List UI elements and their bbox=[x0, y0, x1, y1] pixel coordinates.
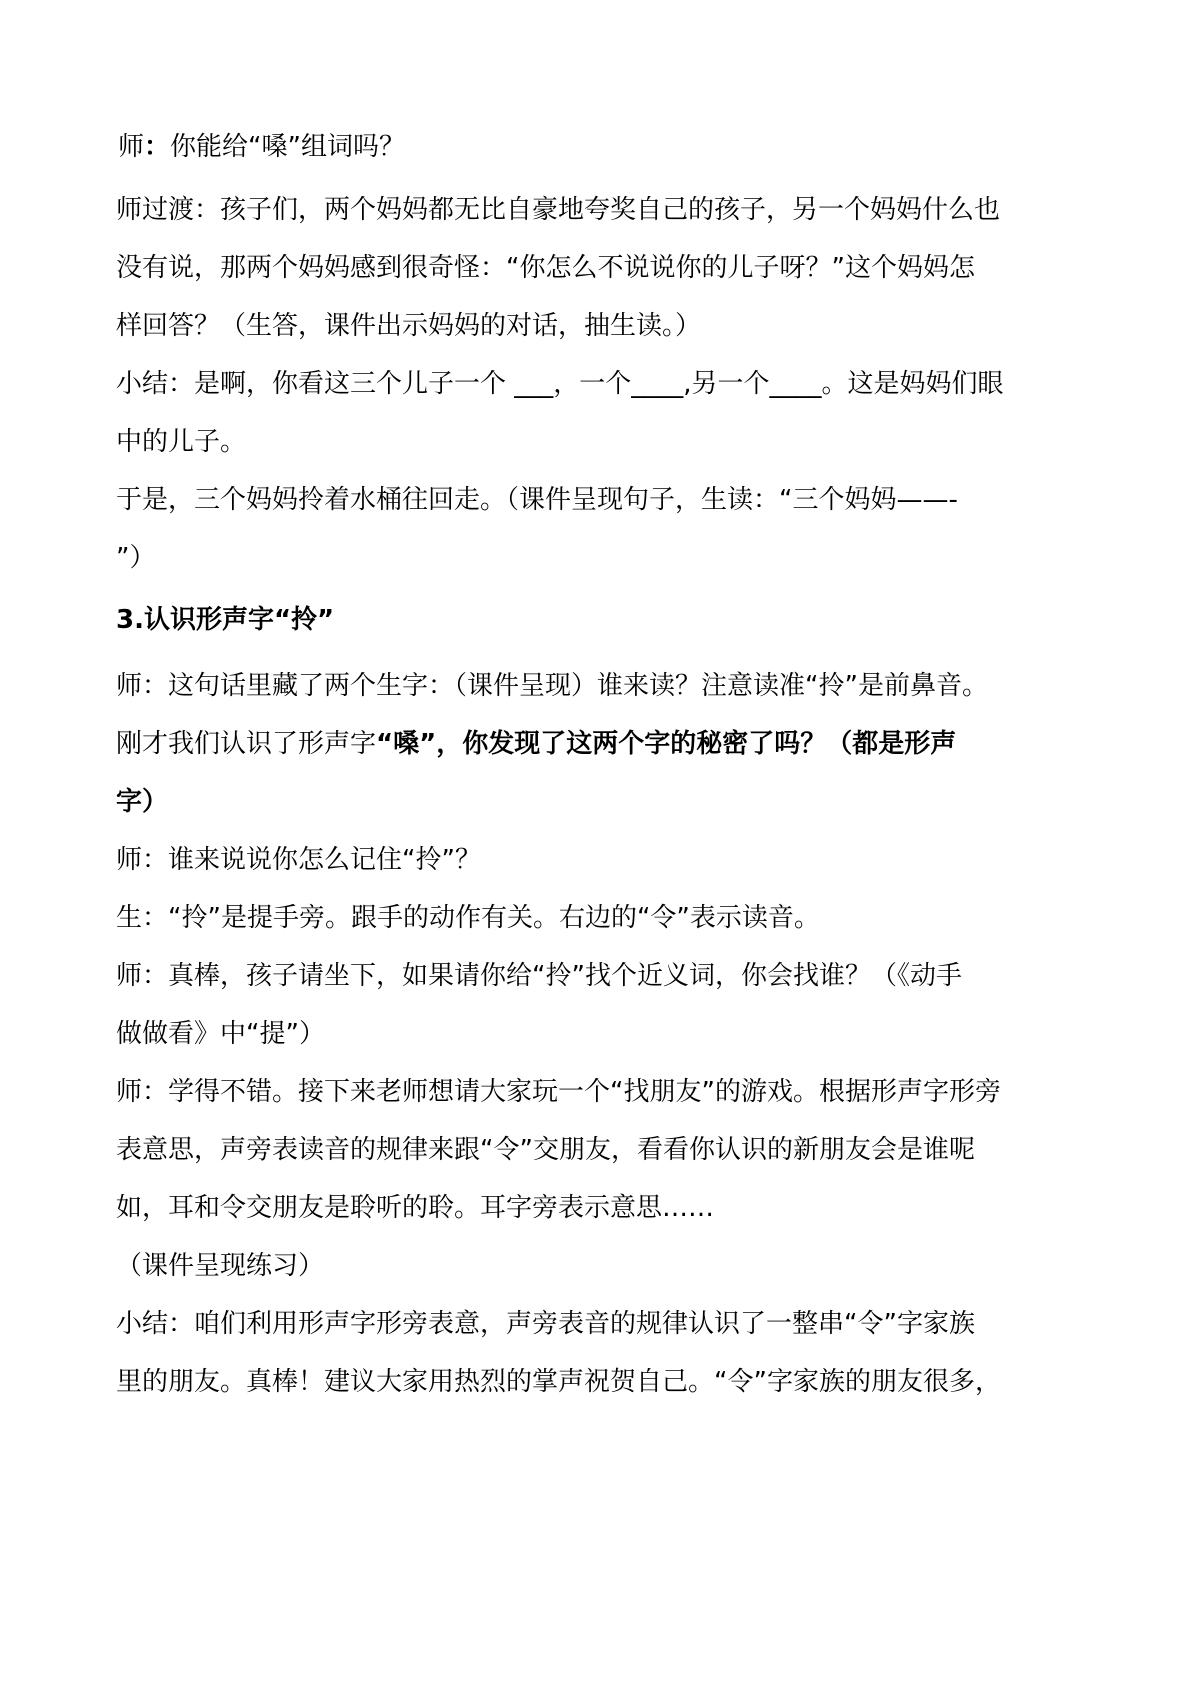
paragraph-line: 做做看》中“提”） bbox=[116, 1019, 325, 1049]
paragraph-line: 字） bbox=[116, 787, 169, 817]
paragraph-line: ”） bbox=[116, 543, 156, 573]
paragraph-line: 里的朋友。真棒！建议大家用热烈的掌声祝贺自己。“令”字家族的朋友很多， bbox=[116, 1367, 1001, 1397]
paragraph-line: 小结：咱们利用形声字形旁表意，声旁表音的规律认识了一整串“令”字家族 bbox=[116, 1309, 975, 1339]
paragraph-line: 如，耳和令交朋友是聆听的聆。耳字旁表示意思…… bbox=[116, 1193, 715, 1223]
paragraph-line: 师：谁来说说你怎么记住“拎”？ bbox=[116, 845, 481, 875]
colon-bold: ： bbox=[144, 132, 171, 162]
paragraph-line bbox=[118, 130, 405, 164]
line-text: 你能给“嗓”组词吗？ bbox=[170, 132, 405, 162]
speaker-label: 师 bbox=[118, 132, 145, 162]
paragraph-line: 表意思，声旁表读音的规律来跟“令”交朋友，看看你认识的新朋友会是谁呢 bbox=[116, 1135, 975, 1165]
paragraph-line: 师：真棒，孩子请坐下，如果请你给“拎”找个近义词，你会找谁？（《动手 bbox=[116, 961, 962, 991]
paragraph-line: 师：这句话里藏了两个生字：（课件呈现）谁来读？注意读准“拎”是前鼻音。 bbox=[116, 671, 988, 701]
paragraph-line: 小结：是啊，你看这三个儿子一个 ___，一个____,另一个____。这是妈妈们眼 bbox=[116, 369, 1004, 399]
paragraph-line: 于是，三个妈妈拎着水桶往回走。（课件呈现句子，生读：“三个妈妈——- bbox=[116, 485, 958, 515]
paragraph-line: 中的儿子。 bbox=[116, 427, 247, 457]
paragraph-line bbox=[116, 727, 956, 761]
paragraph-line: 师：学得不错。接下来老师想请大家玩一个“找朋友”的游戏。根据形声字形旁 bbox=[116, 1077, 1001, 1107]
paragraph-line: （课件呈现练习） bbox=[116, 1251, 325, 1281]
line-text: 刚才我们认识了形声字 bbox=[116, 729, 377, 759]
paragraph-line: 师过渡：孩子们，两个妈妈都无比自豪地夸奖自己的孩子，另一个妈妈什么也 bbox=[116, 195, 1001, 225]
paragraph-line: 生：“拎”是提手旁。跟手的动作有关。右边的“令”表示读音。 bbox=[116, 903, 820, 933]
paragraph-line: 样回答？（生答，课件出示妈妈的对话，抽生读。） bbox=[116, 311, 702, 341]
line-text-bold: “嗓”，你发现了这两个字的秘密了吗？（都是形声 bbox=[376, 729, 957, 759]
section-heading: 3.认识形声字“拎” bbox=[116, 605, 335, 635]
paragraph-line: 没有说，那两个妈妈感到很奇怪：“你怎么不说说你的儿子呀？”这个妈妈怎 bbox=[116, 253, 975, 283]
